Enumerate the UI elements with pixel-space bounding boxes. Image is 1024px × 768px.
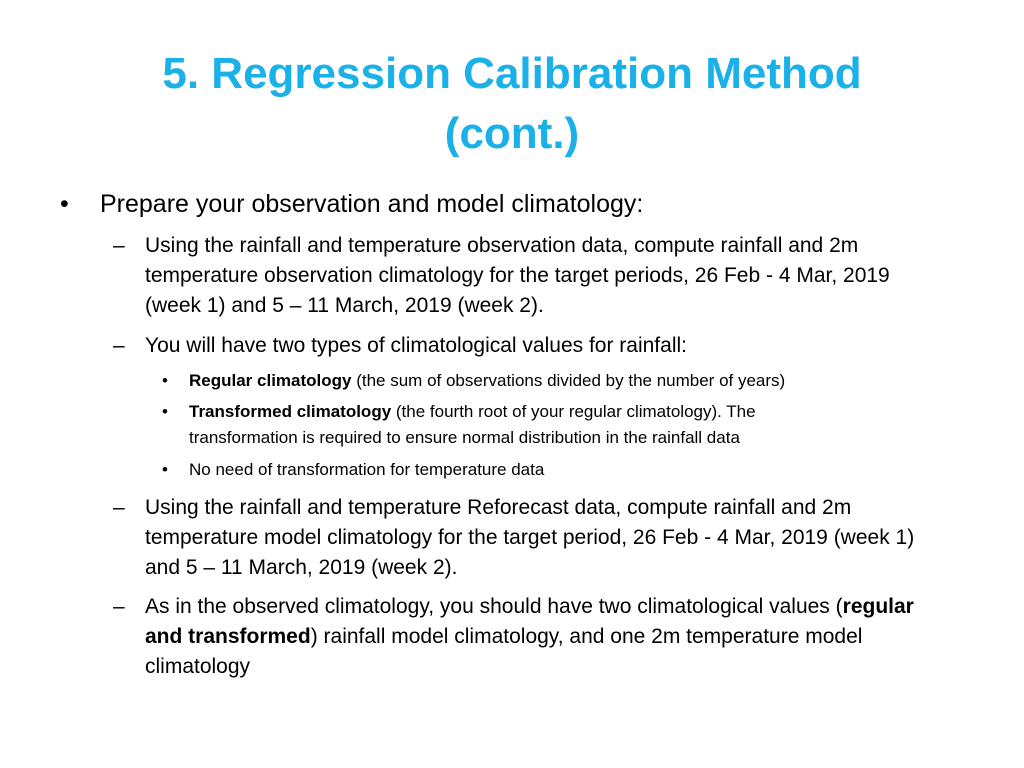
bold-term: regular and transformed <box>145 595 914 648</box>
term-description: (the sum of observations divided by the number of years) <box>351 371 786 390</box>
sub-sub-bullet-text <box>189 368 889 394</box>
bullet-marker: • <box>162 371 168 390</box>
title-line-1: 5. Regression Calibration Method <box>162 49 862 98</box>
sub-sub-bullet-text <box>189 399 849 451</box>
bold-term: Regular climatology <box>189 371 352 390</box>
sub-bullet-text <box>145 592 930 682</box>
bullet-marker: • <box>60 190 69 218</box>
dash-marker: – <box>113 595 125 618</box>
sub-bullet-text: Using the rainfall and temperature Reforecast data, compute rainfall and 2m temperature model climatology for the target period, 26 Feb - 4 Mar, 2019 (week 1) and 5 – 11 March, 2019 (week 2). <box>145 496 915 579</box>
sub-bullet-text: You will have two types of climatological values for rainfall: <box>145 334 687 357</box>
slide-title <box>60 44 964 164</box>
sub-bullet-text: Using the rainfall and temperature observation data, compute rainfall and 2m temperature observation climatology for the target periods, 26 Feb - 4 Mar, 2019 (week 1) and 5 – 11 March, 2019 (week 2). <box>145 234 890 317</box>
sub-sub-bullet-text: No need of transformation for temperature data <box>189 460 545 479</box>
bold-term: Transformed climatology <box>189 402 392 421</box>
bullet-marker: • <box>162 402 168 421</box>
bullet-text: Prepare your observation and model climatology: <box>100 190 644 218</box>
bullet-marker: • <box>162 460 168 479</box>
dash-marker: – <box>113 234 125 257</box>
dash-marker: – <box>113 334 125 357</box>
dash-marker: – <box>113 496 125 519</box>
term-description: (the fourth root of your regular climatology). The transformation is required to ensure normal distribution in the rainfall data <box>189 402 756 447</box>
text-part: ) rainfall model climatology, and one 2m temperature model climatology <box>145 625 863 678</box>
title-line-2: (cont.) <box>444 109 580 158</box>
text-part: As in the observed climatology, you should have two climatological values ( <box>145 595 843 618</box>
